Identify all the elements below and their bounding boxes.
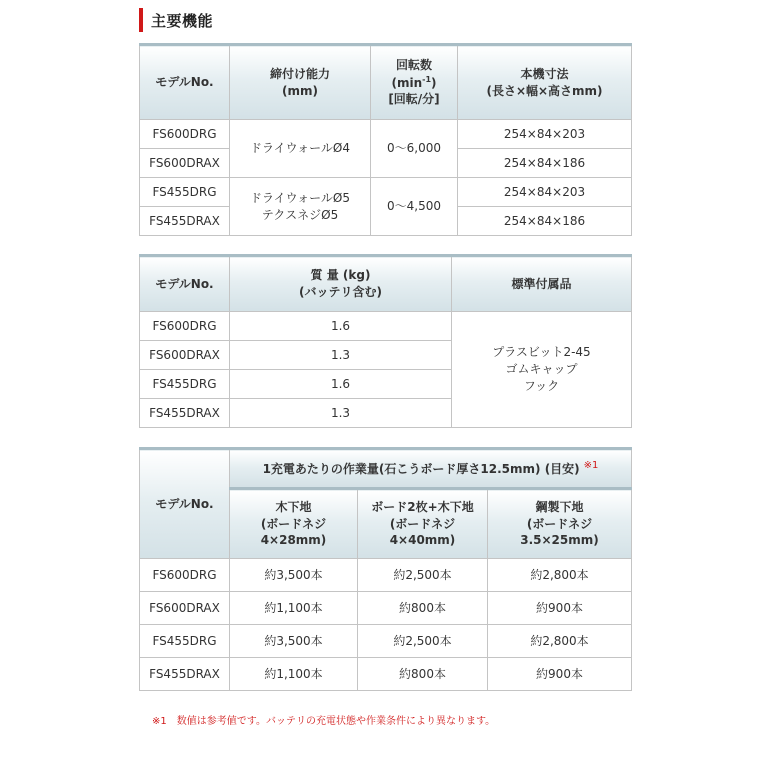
header-steel-base: 鋼製下地 (ボードネジ 3.5×25mm) [488, 489, 632, 559]
header-model: モデルNo. [140, 256, 230, 312]
double-board-cell: 約2,500本 [358, 625, 488, 658]
header-accessories: 標準付属品 [452, 256, 632, 312]
mass-cell: 1.6 [230, 370, 452, 399]
steel-cell: 約2,800本 [488, 559, 632, 592]
table-row [140, 592, 632, 625]
steel-cell: 約2,800本 [488, 625, 632, 658]
header-model: モデルNo. [140, 45, 230, 120]
footnote: ※1 数値は参考値です。バッテリの充電状態や作業条件により異なります。 [152, 716, 496, 727]
heading-accent-bar [139, 8, 143, 32]
rpm-cell: 0～6,000 [371, 120, 458, 178]
model-cell: FS455DRAX [140, 399, 230, 428]
spec-table-work-volume [139, 447, 632, 691]
footnote-mark: ※1 [583, 460, 599, 472]
dims-cell: 254×84×203 [458, 120, 632, 149]
model-cell: FS600DRG [140, 120, 230, 149]
model-cell: FS455DRAX [140, 658, 230, 691]
mass-cell: 1.3 [230, 341, 452, 370]
header-work-volume: 1充電あたりの作業量(石こうボード厚さ12.5mm) (目安) $^{※1}$ [230, 449, 632, 489]
model-cell: FS455DRG [140, 625, 230, 658]
table-row [140, 625, 632, 658]
dims-cell: 254×84×186 [458, 149, 632, 178]
section-heading [139, 8, 213, 32]
table-row [140, 120, 632, 149]
header-mass: 質 量 (kg) (バッテリ含む) [230, 256, 452, 312]
steel-cell: 約900本 [488, 592, 632, 625]
header-capacity: 締付け能力 (mm) [230, 45, 371, 120]
capacity-cell: ドライウォールØ4 [230, 120, 371, 178]
rpm-cell: 0～4,500 [371, 178, 458, 236]
wood-cell: 約1,100本 [230, 658, 358, 691]
table-row [140, 312, 632, 341]
page-title: 主要機能 [151, 11, 214, 30]
mass-cell: 1.3 [230, 399, 452, 428]
model-cell: FS600DRG [140, 312, 230, 341]
spec-table-capacity [139, 43, 632, 236]
header-dimensions: 本機寸法 (長さ×幅×高さmm) [458, 45, 632, 120]
double-board-cell: 約800本 [358, 592, 488, 625]
model-cell: FS455DRG [140, 178, 230, 207]
capacity-cell: ドライウォールØ5 テクスネジØ5 [230, 178, 371, 236]
dims-cell: 254×84×203 [458, 178, 632, 207]
header-double-board: ボード2枚+木下地 (ボードネジ 4×40mm) [358, 489, 488, 559]
model-cell: FS600DRG [140, 559, 230, 592]
steel-cell: 約900本 [488, 658, 632, 691]
model-cell: FS600DRAX [140, 592, 230, 625]
double-board-cell: 約2,500本 [358, 559, 488, 592]
header-wood-base: 木下地 (ボードネジ 4×28mm) [230, 489, 358, 559]
header-model: モデルNo. [140, 449, 230, 559]
table-row [140, 559, 632, 592]
model-cell: FS600DRAX [140, 149, 230, 178]
spec-table-mass [139, 254, 632, 428]
double-board-cell: 約800本 [358, 658, 488, 691]
table-row [140, 658, 632, 691]
accessories-cell: プラスビット2-45 ゴムキャップ フック [452, 312, 632, 428]
model-cell: FS455DRAX [140, 207, 230, 236]
model-cell: FS455DRG [140, 370, 230, 399]
mass-cell: 1.6 [230, 312, 452, 341]
wood-cell: 約3,500本 [230, 625, 358, 658]
table-row [140, 178, 632, 207]
wood-cell: 約1,100本 [230, 592, 358, 625]
header-rpm: 回転数 $(\min^{-1})$ [回転/分] [371, 45, 458, 120]
dims-cell: 254×84×186 [458, 207, 632, 236]
model-cell: FS600DRAX [140, 341, 230, 370]
wood-cell: 約3,500本 [230, 559, 358, 592]
